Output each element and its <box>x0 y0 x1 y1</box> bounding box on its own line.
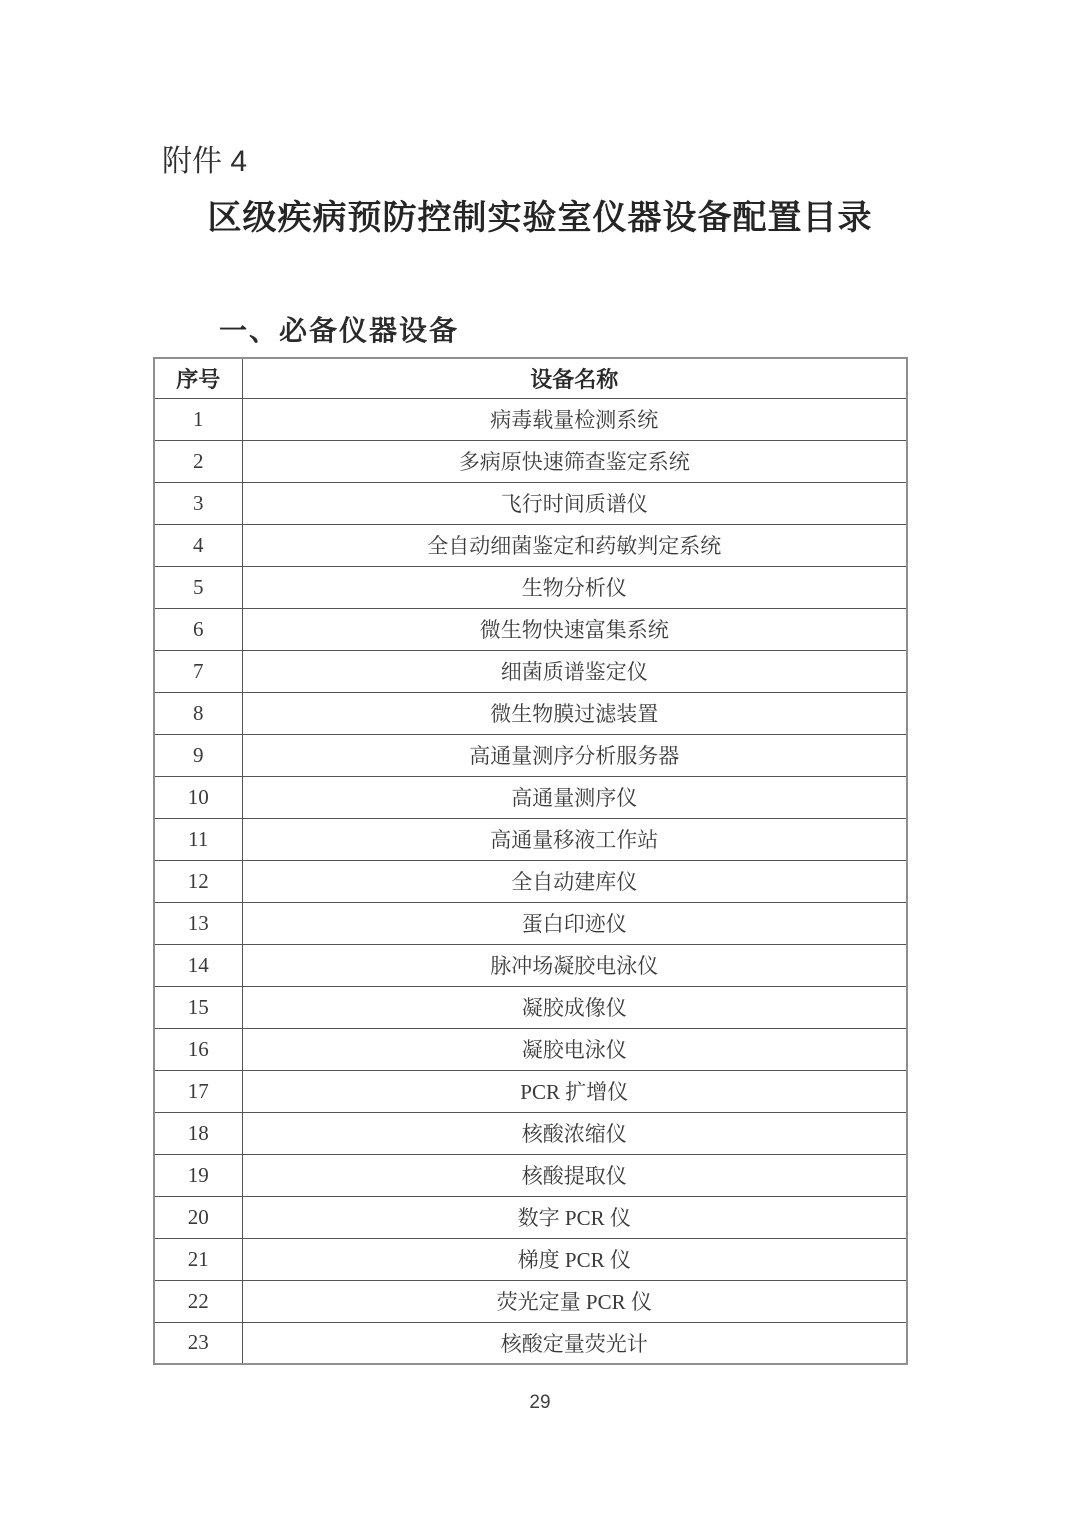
row-equipment-name: 核酸浓缩仪 <box>242 1112 907 1154</box>
row-equipment-name: 微生物膜过滤装置 <box>242 692 907 734</box>
row-equipment-name: 生物分析仪 <box>242 566 907 608</box>
row-equipment-name: 飞行时间质谱仪 <box>242 482 907 524</box>
attachment-label: 附件 4 <box>162 145 248 178</box>
table-row <box>154 986 907 1028</box>
equipment-table-body <box>154 398 907 1364</box>
row-equipment-name: 细菌质谱鉴定仪 <box>242 650 907 692</box>
row-serial-number: 12 <box>154 860 242 902</box>
table-row <box>154 902 907 944</box>
row-equipment-name: 荧光定量 PCR 仪 <box>242 1280 907 1322</box>
document-title: 区级疾病预防控制实验室仪器设备配置目录 <box>207 199 873 237</box>
row-serial-number: 3 <box>154 482 242 524</box>
row-serial-number: 9 <box>154 734 242 776</box>
row-serial-number: 7 <box>154 650 242 692</box>
row-equipment-name: 多病原快速筛查鉴定系统 <box>242 440 907 482</box>
col-header-equipment-name: 设备名称 <box>242 358 907 398</box>
row-equipment-name: 凝胶电泳仪 <box>242 1028 907 1070</box>
row-equipment-name: 全自动建库仪 <box>242 860 907 902</box>
row-equipment-name: 高通量测序分析服务器 <box>242 734 907 776</box>
table-row <box>154 860 907 902</box>
row-serial-number: 15 <box>154 986 242 1028</box>
row-equipment-name: 微生物快速富集系统 <box>242 608 907 650</box>
row-serial-number: 21 <box>154 1238 242 1280</box>
row-serial-number: 1 <box>154 398 242 440</box>
equipment-table-header <box>154 358 907 398</box>
row-serial-number: 18 <box>154 1112 242 1154</box>
row-serial-number: 14 <box>154 944 242 986</box>
equipment-table <box>153 357 908 1365</box>
table-row <box>154 944 907 986</box>
section-heading: 一、必备仪器设备 <box>219 315 460 346</box>
row-equipment-name: 核酸提取仪 <box>242 1154 907 1196</box>
row-serial-number: 5 <box>154 566 242 608</box>
table-row <box>154 566 907 608</box>
table-row <box>154 1238 907 1280</box>
table-row <box>154 1154 907 1196</box>
row-equipment-name: 病毒载量检测系统 <box>242 398 907 440</box>
table-row <box>154 1028 907 1070</box>
row-serial-number: 8 <box>154 692 242 734</box>
row-serial-number: 23 <box>154 1322 242 1364</box>
col-header-serial: 序号 <box>154 358 242 398</box>
row-equipment-name: 核酸定量荧光计 <box>242 1322 907 1364</box>
row-equipment-name: 高通量移液工作站 <box>242 818 907 860</box>
row-serial-number: 16 <box>154 1028 242 1070</box>
row-serial-number: 4 <box>154 524 242 566</box>
row-serial-number: 11 <box>154 818 242 860</box>
table-row <box>154 608 907 650</box>
table-row <box>154 776 907 818</box>
row-serial-number: 20 <box>154 1196 242 1238</box>
table-row <box>154 482 907 524</box>
page-number: 29 <box>529 1392 551 1413</box>
row-serial-number: 10 <box>154 776 242 818</box>
header-row <box>154 358 907 398</box>
row-serial-number: 19 <box>154 1154 242 1196</box>
table-row <box>154 692 907 734</box>
table-row <box>154 818 907 860</box>
table-row <box>154 1070 907 1112</box>
table-row <box>154 1112 907 1154</box>
row-serial-number: 2 <box>154 440 242 482</box>
table-row <box>154 734 907 776</box>
row-serial-number: 6 <box>154 608 242 650</box>
row-equipment-name: PCR 扩增仪 <box>242 1070 907 1112</box>
table-row <box>154 1322 907 1364</box>
row-equipment-name: 数字 PCR 仪 <box>242 1196 907 1238</box>
table-row <box>154 650 907 692</box>
table-row <box>154 524 907 566</box>
row-equipment-name: 蛋白印迹仪 <box>242 902 907 944</box>
row-equipment-name: 脉冲场凝胶电泳仪 <box>242 944 907 986</box>
table-row <box>154 1196 907 1238</box>
row-equipment-name: 凝胶成像仪 <box>242 986 907 1028</box>
row-equipment-name: 高通量测序仪 <box>242 776 907 818</box>
table-row <box>154 398 907 440</box>
table-row <box>154 1280 907 1322</box>
row-serial-number: 22 <box>154 1280 242 1322</box>
row-serial-number: 13 <box>154 902 242 944</box>
row-equipment-name: 梯度 PCR 仪 <box>242 1238 907 1280</box>
table-row <box>154 440 907 482</box>
row-equipment-name: 全自动细菌鉴定和药敏判定系统 <box>242 524 907 566</box>
row-serial-number: 17 <box>154 1070 242 1112</box>
